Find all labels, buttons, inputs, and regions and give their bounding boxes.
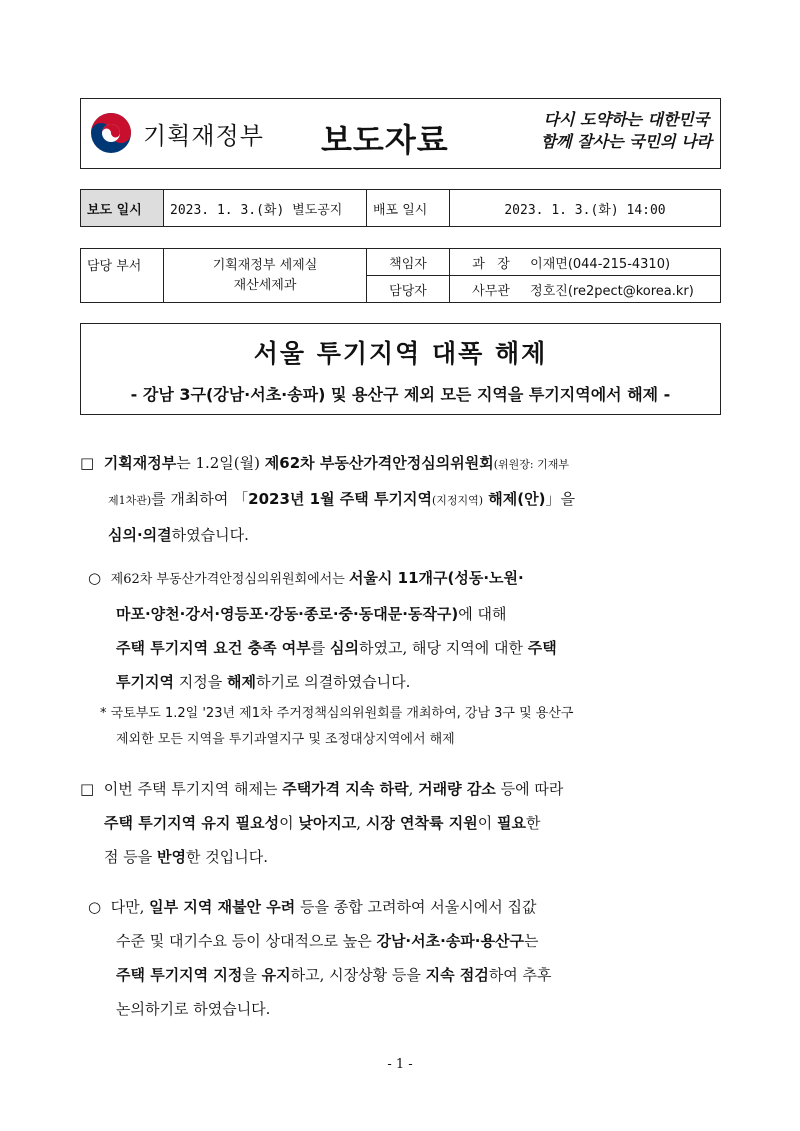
- p1-j: 」을: [545, 490, 575, 508]
- p1-e: 제1차관): [108, 494, 152, 507]
- p4-f: 는: [523, 932, 539, 950]
- staff-value: 정호진(re2pect@korea.kr): [530, 283, 694, 299]
- paragraph-2: [88, 561, 728, 699]
- paragraph-3: [80, 772, 725, 874]
- p4-m: 논의하기로 하였습니다.: [116, 1000, 271, 1018]
- ministry-name: 기획재정부: [143, 121, 264, 150]
- slogan: [541, 109, 712, 153]
- footnote: [100, 701, 730, 753]
- p2-f: 를: [310, 639, 331, 657]
- p3-j: 시장 연착륙 지원: [365, 814, 478, 832]
- p3-m: 한: [525, 814, 541, 832]
- p1-g: 2023년 1월 주택 투기지역: [248, 490, 432, 508]
- resp-label: 책임자: [367, 249, 450, 276]
- circle-bullet: ○: [88, 898, 102, 916]
- circle-bullet: ○: [88, 569, 102, 587]
- dept-line1: 기획재정부 세제실: [212, 257, 318, 273]
- p3-g: 이: [279, 814, 299, 832]
- p3-n: 점 등을: [104, 848, 158, 866]
- p2-e: 주택 투기지역 요건 충족 여부: [116, 639, 311, 657]
- p3-c: ,: [408, 780, 419, 798]
- resp-cell: [450, 249, 721, 276]
- p4-l: 하여 추후: [488, 966, 552, 984]
- ministry-logo: [89, 111, 264, 155]
- square-bullet: □: [80, 454, 95, 472]
- p1-f: 를 개최하여 「: [151, 490, 249, 508]
- p4-d: 수준 및 대기수요 등이 상대적으로 높은: [116, 932, 377, 950]
- headline-box: [80, 323, 721, 415]
- p2-k: 지정을: [173, 673, 227, 691]
- p3-o: 반영: [157, 848, 186, 866]
- p3-b: 주택가격 지속 하락: [282, 780, 409, 798]
- p1-a: 기획재정부: [103, 454, 177, 472]
- resp-title: 과 장: [472, 256, 510, 272]
- p4-e: 강남·서초·송파·용산구: [376, 932, 524, 950]
- staff-label: 담당자: [367, 276, 450, 303]
- square-bullet: □: [80, 780, 95, 798]
- p1-d: (위원장: 기재부: [493, 458, 569, 471]
- dept-label: 담당 부서: [81, 249, 164, 303]
- p2-a: 제62차 부동산가격안정심의위원회에서는: [110, 572, 349, 587]
- release-label: 보도 일시: [81, 190, 164, 227]
- date-table: [80, 189, 721, 227]
- p1-b: 는 1.2일(월): [176, 454, 265, 472]
- footnote-line2: 제외한 모든 지역을 투기과열지구 및 조정대상지역에서 해제: [116, 732, 455, 747]
- page-number: - 1 -: [387, 1057, 413, 1072]
- p3-h: 낮아지고: [298, 814, 357, 832]
- p1-k: 심의·의결: [108, 526, 172, 544]
- distribute-value: 2023. 1. 3.(화) 14:00: [450, 190, 721, 227]
- p3-p: 한 것입니다.: [186, 848, 268, 866]
- p2-m: 하기로 의결하였습니다.: [255, 673, 411, 691]
- staff-title: 사무관: [472, 283, 510, 299]
- p4-k: 지속 점검: [425, 966, 489, 984]
- release-value: 2023. 1. 3.(화) 별도공지: [164, 190, 367, 227]
- p3-a: 이번 주택 투기지역 해제는: [103, 780, 283, 798]
- dept-line2: 재산세제과: [233, 277, 297, 293]
- slogan-line1: 다시 도약하는 대한민국: [543, 110, 710, 129]
- p1-h: (지정지역): [431, 494, 484, 507]
- p4-g: 주택 투기지역 지정: [116, 966, 243, 984]
- p2-j: 투기지역: [116, 673, 174, 691]
- p2-d: 에 대해: [458, 605, 507, 623]
- p3-f: 주택 투기지역 유지 필요성: [104, 814, 280, 832]
- p4-b: 일부 지역 재불안 우려: [149, 898, 296, 916]
- p4-h: 을: [242, 966, 262, 984]
- p3-l: 필요: [497, 814, 526, 832]
- p2-l: 해제: [226, 673, 256, 691]
- press-header: [80, 98, 721, 169]
- subheadline: - 강남 3구(강남·서초·송파) 및 용산구 제외 모든 지역을 투기지역에서 해제 -: [130, 385, 671, 404]
- p1-l: 하였습니다.: [171, 526, 249, 544]
- headline: 서울 투기지역 대폭 해제: [253, 339, 548, 368]
- staff-cell: [450, 276, 721, 303]
- doc-type: 보도자료: [321, 121, 449, 159]
- p2-i: 주택: [527, 639, 557, 657]
- p4-i: 유지: [261, 966, 291, 984]
- p4-a: 다만,: [110, 898, 150, 916]
- paragraph-1: [80, 446, 725, 552]
- footnote-line1: * 국토부도 1.2일 '23년 제1차 주거정책심의위원회를 개최하여, 강남 3구 및 용산구: [100, 706, 574, 721]
- p3-i: ,: [356, 814, 366, 832]
- p3-d: 거래량 감소: [418, 780, 496, 798]
- distribute-label: 배포 일시: [367, 190, 450, 227]
- p4-j: 하고, 시장상황 등을: [290, 966, 426, 984]
- slogan-line2: 함께 잘사는 국민의 나라: [540, 132, 712, 151]
- dept-value: [164, 249, 367, 303]
- p3-k: 이: [477, 814, 497, 832]
- taegeuk-icon: [89, 111, 133, 155]
- p2-c: 마포·양천·강서·영등포·강동·종로·중·동대문·동작구): [116, 605, 459, 623]
- p4-c: 등을 종합 고려하여 서울시에서 집값: [295, 898, 537, 916]
- paragraph-4: [88, 890, 728, 1026]
- p3-e: 등에 따라: [495, 780, 564, 798]
- resp-value: 이재면(044-215-4310): [530, 256, 671, 272]
- p2-h: 하였고, 해당 지역에 대한: [359, 639, 528, 657]
- contact-table: [80, 248, 721, 303]
- p1-i: 해제(안): [483, 490, 546, 508]
- p2-b: 서울시 11개구(성동·노원·: [348, 569, 524, 587]
- p1-c: 제62차 부동산가격안정심의위원회: [264, 454, 494, 472]
- p2-g: 심의: [330, 639, 360, 657]
